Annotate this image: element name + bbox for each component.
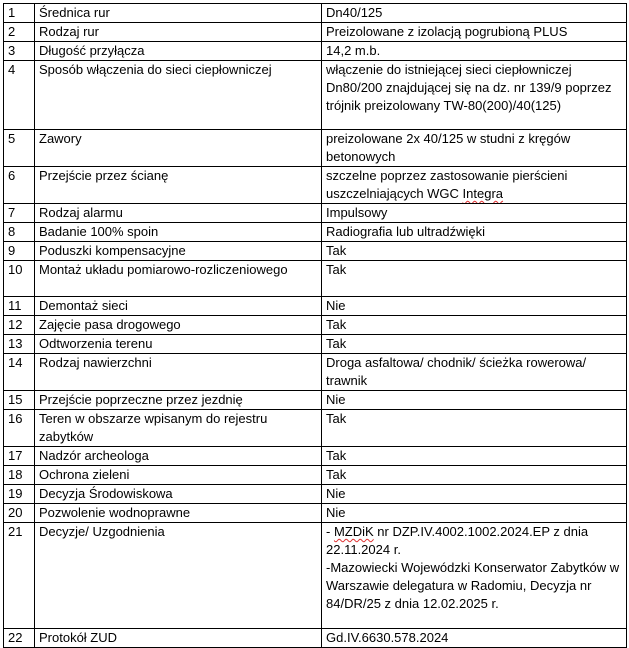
row-value: Gd.IV.6630.578.2024 [322,629,627,648]
row-label: Średnica rur [35,4,322,23]
row-number: 8 [4,223,35,242]
row-value: Tak [322,335,627,354]
table-row [4,354,627,391]
row-value: Nie [322,485,627,504]
specification-table [3,3,627,648]
row-value: 14,2 m.b. [322,42,627,61]
spellcheck-flagged-word: MZDiK [333,524,374,539]
row-label: Badanie 100% spoin [35,223,322,242]
row-value: Droga asfaltowa/ chodnik/ ścieżka rowerowa/ trawnik [322,354,627,391]
row-value: Tak [322,242,627,261]
row-value: Tak [322,447,627,466]
row-value: Nie [322,297,627,316]
decision-prefix: - [326,524,334,539]
row-number: 15 [4,391,35,410]
row-value: Tak [322,316,627,335]
spellcheck-flagged-word: Integra [462,186,504,201]
row-label: Demontaż sieci [35,297,322,316]
row-number: 7 [4,204,35,223]
row-number: 11 [4,297,35,316]
table-row [4,204,627,223]
row-label: Sposób włączenia do sieci ciepłowniczej [35,61,322,130]
decision-text: nr DZP.IV.4002.1002.2024.EP z dnia 22.11.2024 r. [326,524,589,557]
row-number: 5 [4,130,35,167]
table-row [4,410,627,447]
row-label: Rodzaj alarmu [35,204,322,223]
table-row [4,242,627,261]
row-number: 21 [4,523,35,629]
table-row [4,167,627,204]
row-label: Zajęcie pasa drogowego [35,316,322,335]
row-number: 10 [4,261,35,297]
row-value: Nie [322,504,627,523]
row-value: włączenie do istniejącej sieci ciepłowniczej Dn80/200 znajdującej się na dz. nr 139/9 poprzez trójnik preizolowany TW-80(200)/40(125) [322,61,627,130]
row-label: Pozwolenie wodnoprawne [35,504,322,523]
row-label: Decyzja Środowiskowa [35,485,322,504]
row-value: Impulsowy [322,204,627,223]
row-label: Teren w obszarze wpisanym do rejestru zabytków [35,410,322,447]
table-row [4,42,627,61]
row-value: Dn40/125 [322,4,627,23]
row-number: 3 [4,42,35,61]
row-number: 20 [4,504,35,523]
table-row [4,223,627,242]
table-row [4,504,627,523]
table-row [4,447,627,466]
table-row [4,23,627,42]
row-number: 4 [4,61,35,130]
decision-entry: -Mazowiecki Wojewódzki Konserwator Zabytków w Warszawie delegatura w Radomiu, Decyzja nr 84/DR/25 z dnia 12.02.2025 r. [326,560,620,611]
table-row [4,297,627,316]
row-number: 9 [4,242,35,261]
row-label: Nadzór archeologa [35,447,322,466]
table-row [4,466,627,485]
row-value [322,167,627,204]
row-number: 17 [4,447,35,466]
row-number: 16 [4,410,35,447]
row-number: 19 [4,485,35,504]
row-label: Protokół ZUD [35,629,322,648]
row-label: Rodzaj nawierzchni [35,354,322,391]
row-label: Odtworzenia terenu [35,335,322,354]
row-value: Tak [322,466,627,485]
row-number: 1 [4,4,35,23]
row-label: Montaż układu pomiarowo-rozliczeniowego [35,261,322,297]
row-number: 13 [4,335,35,354]
row-value: Nie [322,391,627,410]
table-row [4,4,627,23]
table-row [4,523,627,629]
row-value: Tak [322,261,627,297]
row-label: Przejście przez ścianę [35,167,322,204]
row-label: Przejście poprzeczne przez jezdnię [35,391,322,410]
row-value: Tak [322,410,627,447]
row-number: 2 [4,23,35,42]
row-label: Rodzaj rur [35,23,322,42]
row-number: 18 [4,466,35,485]
row-value [322,523,627,629]
table-row [4,61,627,130]
row-number: 14 [4,354,35,391]
table-row [4,629,627,648]
row-label: Zawory [35,130,322,167]
table-row [4,261,627,297]
table-row [4,130,627,167]
row-value: Radiografia lub ultradźwięki [322,223,627,242]
table-row [4,316,627,335]
row-label: Poduszki kompensacyjne [35,242,322,261]
row-label: Ochrona zieleni [35,466,322,485]
row-value: preizolowane 2x 40/125 w studni z kręgów betonowych [322,130,627,167]
row-number: 22 [4,629,35,648]
row-number: 12 [4,316,35,335]
decision-entry [326,523,623,559]
row-label: Długość przyłącza [35,42,322,61]
table-row [4,485,627,504]
table-row [4,335,627,354]
row-number: 6 [4,167,35,204]
value-text: szczelne poprzez zastosowanie pierścieni uszczelniających WGC [326,168,568,201]
row-value: Preizolowane z izolacją pogrubioną PLUS [322,23,627,42]
table-row [4,391,627,410]
row-label: Decyzje/ Uzgodnienia [35,523,322,629]
